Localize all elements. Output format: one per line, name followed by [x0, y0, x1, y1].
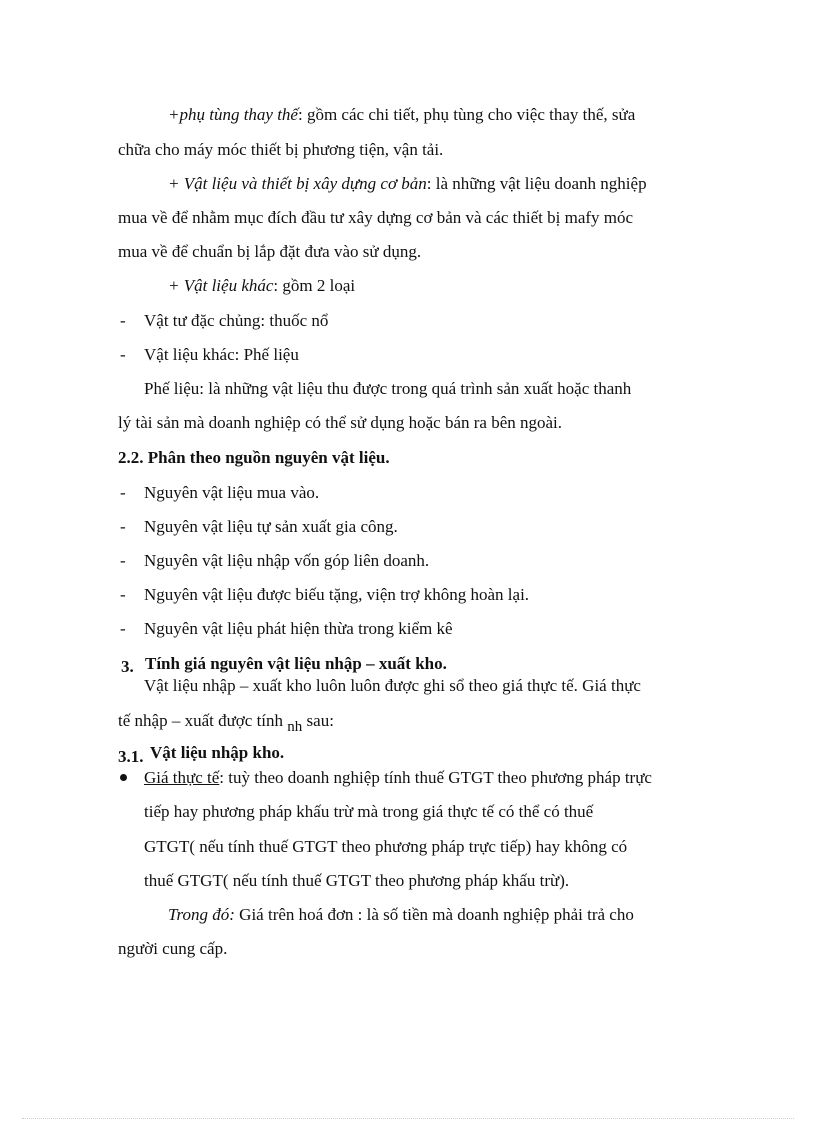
dash-marker: - [120, 551, 126, 570]
paragraph-spare-parts-line1 [168, 104, 635, 126]
paragraph-construction-line3: mua về để chuẩn bị lắp đặt đưa vào sử dụng. [118, 242, 422, 261]
text-actual-price: : tuỳ theo doanh nghiệp tính thuế GTGT theo phương pháp trực [219, 768, 652, 787]
term-construction-materials: + Vật liệu và thiết bị xây dựng cơ bản [168, 174, 427, 193]
page-bottom-divider [22, 1118, 794, 1119]
list-item: Nguyên vật liệu tự sản xuất gia công. [144, 517, 398, 536]
paragraph-construction-line1 [168, 173, 647, 195]
bullet-item-line3: GTGT( nếu tính thuế GTGT theo phương pháp trực tiếp) hay không có [144, 837, 628, 856]
paragraph-pricing-line1: Vật liệu nhập – xuất kho luôn luôn được ghi sổ theo giá thực tế. Giá thực [144, 676, 641, 695]
list-item: Vật liệu khác: Phế liệu [144, 345, 299, 364]
paragraph-scrap-line2: lý tài sản mà doanh nghiệp có thể sử dụng hoặc bán ra bên ngoài. [118, 413, 563, 432]
text-other-materials: : gồm 2 loại [273, 276, 356, 295]
bullet-item-line2: tiếp hay phương pháp khấu trừ mà trong giá thực tế có thể có thuế [144, 802, 594, 821]
list-item: Nguyên vật liệu được biếu tặng, viện trợ không hoàn lại. [144, 585, 530, 604]
text-invoice: Giá trên hoá đơn : là số tiền mà doanh nghiệp phải trả cho [234, 905, 634, 924]
heading-3-title: Tính giá nguyên vật liệu nhập – xuất kho. [145, 654, 447, 673]
paragraph-pricing-line2 [118, 710, 334, 733]
paragraph-scrap-line1: Phế liệu: là những vật liệu thu được trong quá trình sản xuất hoặc thanh [144, 379, 632, 398]
dash-marker: - [120, 619, 126, 638]
dash-marker: - [120, 517, 126, 536]
pricing-text-b: nh [287, 719, 303, 735]
paragraph-other-materials [168, 275, 355, 297]
paragraph-spare-parts-line2: chữa cho máy móc thiết bị phương tiện, vận tải. [118, 140, 444, 159]
term-other-materials: + Vật liệu khác [168, 276, 274, 295]
paragraph-invoice-line2: người cung cấp. [118, 939, 228, 958]
bullet-icon [120, 774, 127, 781]
dash-marker: - [120, 585, 126, 604]
dash-marker: - [120, 483, 126, 502]
list-item: Nguyên vật liệu mua vào. [144, 483, 320, 502]
term-spare-parts: +phụ tùng thay thế [168, 105, 298, 124]
paragraph-invoice-line1 [168, 904, 634, 926]
bullet-item-line4: thuế GTGT( nếu tính thuế GTGT theo phương pháp khấu trừ). [144, 871, 570, 890]
heading-3-number: 3. [121, 657, 134, 676]
term-actual-price: Giá thực tế [144, 768, 220, 787]
text-construction-materials: : là những vật liệu doanh nghiệp [426, 174, 647, 193]
list-item: Nguyên vật liệu phát hiện thừa trong kiểm kê [144, 619, 453, 638]
dash-marker: - [120, 311, 126, 330]
heading-3-1-number: 3.1. [118, 747, 144, 766]
heading-3-1-title: Vật liệu nhập kho. [150, 743, 285, 762]
text-spare-parts: : gồm các chi tiết, phụ tùng cho việc thay thế, sửa [297, 105, 636, 124]
paragraph-construction-line2: mua về để nhằm mục đích đầu tư xây dựng cơ bản và các thiết bị mafy móc [118, 208, 634, 227]
list-item: Vật tư đặc chủng: thuốc nổ [144, 311, 329, 330]
dash-marker: - [120, 345, 126, 364]
pricing-text-c: sau: [306, 711, 334, 730]
list-item: Nguyên vật liệu nhập vốn góp liên doanh. [144, 551, 430, 570]
heading-2-2: 2.2. Phân theo nguồn nguyên vật liệu. [118, 448, 390, 467]
pricing-text-a: tế nhập – xuất được tính [118, 711, 284, 730]
term-in-which: Trong đó: [168, 905, 235, 924]
bullet-item-line1 [144, 767, 652, 789]
